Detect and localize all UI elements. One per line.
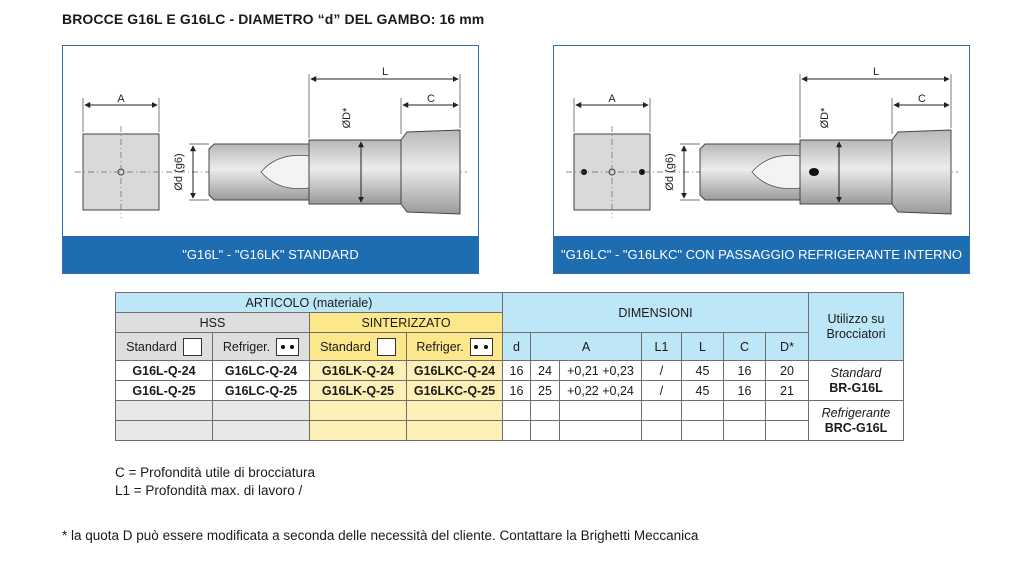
hss-standard-label: Standard — [126, 339, 177, 354]
cell-a: 25 — [531, 381, 560, 401]
table-row-empty — [116, 401, 904, 421]
broach-drawing-standard — [63, 46, 478, 236]
page-title: BROCCE G16L E G16LC - DIAMETRO “d” DEL GAMBO: 16 mm — [62, 11, 485, 27]
cell-d: 16 — [503, 381, 531, 401]
col-dstar: D* — [766, 333, 809, 361]
cell-hss-ref: G16LC-Q-24 — [213, 361, 310, 381]
dim-d-label: Ød (g6) — [173, 153, 185, 191]
use-standard-value: BR-G16L — [829, 380, 883, 395]
dim-a-label: A — [608, 93, 616, 105]
solid-square-icon — [183, 338, 202, 356]
footnote: * la quota D può essere modificata a seconda delle necessità del cliente. Contattare la Brighetti Meccanica — [62, 528, 699, 543]
cell-hss-std: G16L-Q-24 — [116, 361, 213, 381]
col-a: A — [531, 333, 642, 361]
header-articolo: ARTICOLO (materiale) — [116, 293, 503, 313]
dim-c-label: C — [918, 93, 926, 105]
dim-a-label: A — [117, 93, 125, 105]
table-row — [116, 381, 904, 401]
dim-l-label: L — [872, 66, 880, 78]
cell-l1: / — [642, 381, 682, 401]
cell-a: 24 — [531, 361, 560, 381]
use-refrig-value: BRC-G16L — [824, 420, 888, 435]
header-dimensioni: DIMENSIONI — [503, 293, 809, 333]
sin-refriger-label: Refriger. — [416, 339, 464, 354]
header-hss: HSS — [116, 313, 310, 333]
broach-drawing-coolant — [554, 46, 969, 236]
use-standard-label: Standard — [830, 365, 882, 380]
solid-square-icon — [377, 338, 396, 356]
sin-standard-label: Standard — [320, 339, 371, 354]
cell-sin-std: G16LK-Q-25 — [310, 381, 407, 401]
header-utilizzo: Utilizzo su Brocciatori — [809, 293, 904, 361]
cell-c: 16 — [724, 361, 766, 381]
coolant-holes-icon — [470, 338, 493, 356]
col-l1: L1 — [642, 333, 682, 361]
diagram-panel-coolant — [553, 45, 970, 274]
header-sinterizzato: SINTERIZZATO — [310, 313, 503, 333]
hss-refriger-label: Refriger. — [222, 339, 271, 354]
notes — [115, 464, 315, 500]
table-row — [116, 361, 904, 381]
cell-c: 16 — [724, 381, 766, 401]
cell-hss-std: G16L-Q-25 — [116, 381, 213, 401]
cell-dstar: 20 — [766, 361, 809, 381]
cell-sin-std: G16LK-Q-24 — [310, 361, 407, 381]
use-refrig-label: Refrigerante — [821, 405, 891, 420]
cell-a-tol: +0,21 +0,23 — [560, 361, 642, 381]
cell-sin-ref: G16LKC-Q-24 — [407, 361, 503, 381]
panel-caption-standard: "G16L" - "G16LK" STANDARD — [63, 236, 478, 273]
note-c: C = Profondità utile di brocciatura — [115, 465, 315, 480]
cell-dstar: 21 — [766, 381, 809, 401]
panel-caption-coolant: "G16LC" - "G16LKC" CON PASSAGGIO REFRIGERANTE INTERNO — [554, 236, 969, 273]
coolant-holes-icon — [276, 338, 299, 356]
cell-l1: / — [642, 361, 682, 381]
col-c: C — [724, 333, 766, 361]
spec-table — [115, 292, 904, 441]
dim-bigd-label: ØD* — [341, 107, 353, 129]
dim-c-label: C — [427, 93, 435, 105]
col-l: L — [682, 333, 724, 361]
table-row-empty — [116, 421, 904, 441]
col-d: d — [503, 333, 531, 361]
dim-bigd-label: ØD* — [819, 107, 831, 129]
cell-l: 45 — [682, 381, 724, 401]
cell-hss-ref: G16LC-Q-25 — [213, 381, 310, 401]
cell-a-tol: +0,22 +0,24 — [560, 381, 642, 401]
note-l1: L1 = Profondità max. di lavoro / — [115, 483, 303, 498]
cell-sin-ref: G16LKC-Q-25 — [407, 381, 503, 401]
diagram-panel-standard — [62, 45, 479, 274]
dim-l-label: L — [381, 66, 389, 78]
cell-d: 16 — [503, 361, 531, 381]
dim-d-label: Ød (g6) — [664, 153, 676, 191]
cell-l: 45 — [682, 361, 724, 381]
